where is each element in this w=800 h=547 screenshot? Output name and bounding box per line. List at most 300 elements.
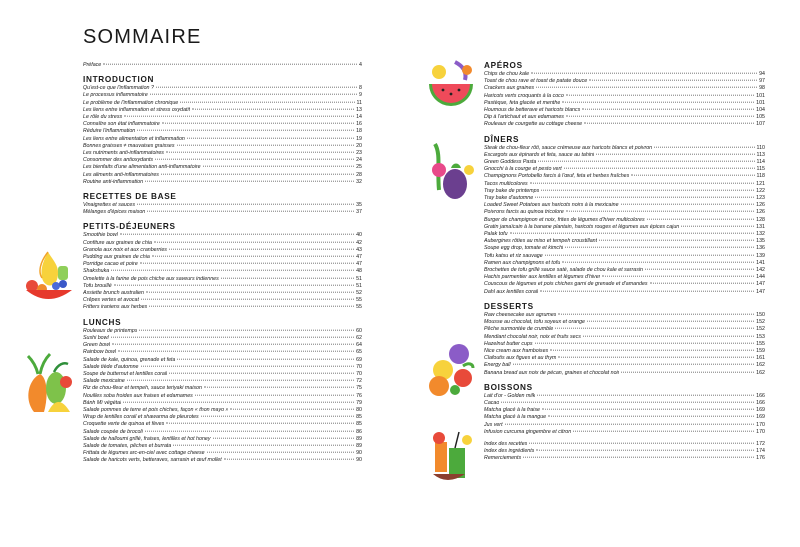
dot-leader <box>195 394 354 395</box>
toc-entry <box>83 414 362 421</box>
entry-title: Rouleaux de printemps <box>83 327 138 334</box>
entry-title: Les bienfaits d'une alimentation anti-inflammatoire <box>83 164 201 171</box>
page-number: 161 <box>756 355 765 362</box>
dot-leader <box>187 137 354 138</box>
page-number: 152 <box>756 326 765 333</box>
dot-leader <box>112 344 354 345</box>
page-number: 35 <box>356 202 362 209</box>
entry-title: Chips de chou kale <box>484 71 530 77</box>
dot-leader <box>566 211 754 212</box>
toc-entry <box>83 114 362 121</box>
entry-title: Qu'est-ce que l'inflammation ? <box>83 85 154 92</box>
toc-entry <box>83 179 362 186</box>
toc-entry <box>83 328 362 335</box>
page-number: 170 <box>756 428 765 435</box>
dot-leader <box>118 351 354 352</box>
entry-title: Matcha glacé à la fraise <box>484 407 540 414</box>
entry-title: Salade de haricots verts, betteraves, sarrasin et œuf mollet <box>83 457 222 464</box>
toc-entry <box>484 114 765 121</box>
page-number: 170 <box>756 421 765 428</box>
dot-leader <box>177 358 354 359</box>
toc-entry <box>83 62 362 69</box>
entry-title: Brochettes de tofu grillé sauce saté, salade de chou kale et sarrasin <box>484 267 643 274</box>
toc-entry <box>83 393 362 400</box>
entry-title: Routine anti-inflammation <box>83 178 144 185</box>
page-number: 123 <box>756 195 765 202</box>
dot-leader <box>565 247 754 248</box>
dot-leader <box>555 328 754 329</box>
page-number: 159 <box>756 347 765 354</box>
toc-entry <box>484 312 765 319</box>
section-heading: RECETTES DE BASE <box>83 192 177 202</box>
entry-title: Crêpes vertes et avocat <box>83 297 139 304</box>
page-number: 135 <box>756 238 765 245</box>
page-number: 114 <box>756 159 765 166</box>
entry-title: Préface <box>83 62 102 68</box>
dot-leader <box>111 337 354 338</box>
toc-entry <box>83 429 362 436</box>
entry-title: Les liens entre alimentation et inflammation <box>83 135 185 142</box>
page-number: 86 <box>356 428 362 435</box>
page-number: 131 <box>756 223 765 230</box>
dot-leader <box>139 329 354 330</box>
entry-title: Le rôle du stress <box>83 114 123 121</box>
dot-leader <box>573 430 754 431</box>
toc-entry <box>484 267 765 274</box>
toc-entry <box>83 457 362 464</box>
toc-entry <box>484 393 765 400</box>
entry-title: Nice cream aux framboises <box>484 347 549 354</box>
page-number: 32 <box>356 178 362 185</box>
toc-entry <box>83 240 362 247</box>
aperitif-watermelon-illustration <box>425 58 477 110</box>
toc-entry <box>484 362 765 369</box>
entry-title: Green bowl <box>83 342 111 349</box>
page-number: 19 <box>356 135 362 142</box>
entry-title: Omelette à la farine de pois chiche aux saveurs indiennes <box>83 275 219 282</box>
toc-entry <box>83 371 362 378</box>
page-number: 79 <box>356 399 362 406</box>
dot-leader <box>566 94 754 95</box>
page-number: 162 <box>756 362 765 369</box>
page-number: 23 <box>356 150 362 157</box>
dot-leader <box>582 109 754 110</box>
entry-title: Jus vert <box>484 421 503 428</box>
dot-leader <box>621 204 755 205</box>
page-number: 166 <box>756 399 765 406</box>
entry-title: Bánh Mì végétal <box>83 399 122 406</box>
dot-leader <box>566 116 754 117</box>
dot-leader <box>140 263 354 264</box>
dot-leader <box>120 234 354 235</box>
page-number: 47 <box>356 254 362 261</box>
dot-leader <box>681 226 754 227</box>
section-heading: APÉROS <box>484 61 523 70</box>
page-number: 172 <box>756 440 765 447</box>
dot-leader <box>149 306 354 307</box>
page-number: 104 <box>756 107 765 114</box>
page-number: 51 <box>356 282 362 289</box>
page-number: 126 <box>756 209 765 216</box>
page-number: 152 <box>756 319 765 326</box>
entry-title: Confiture aux graines de chia <box>83 239 152 246</box>
page-number: 52 <box>356 290 362 297</box>
dot-leader <box>583 335 754 336</box>
page-number: 40 <box>356 232 362 239</box>
dot-leader <box>558 357 754 358</box>
toc-entry <box>83 290 362 297</box>
page-number: 136 <box>756 245 765 252</box>
toc-entry <box>83 436 362 443</box>
page-number: 24 <box>356 157 362 164</box>
page-number: 110 <box>756 144 765 151</box>
dot-leader <box>173 445 354 446</box>
dot-leader <box>599 240 754 241</box>
toc-entry <box>484 231 765 238</box>
toc-entry <box>83 85 362 92</box>
toc-entry <box>484 253 765 260</box>
toc-entry <box>83 443 362 450</box>
entry-title: Ramen aux champignons et tofu <box>484 259 561 266</box>
toc-entry <box>484 429 765 436</box>
entry-title: Frittata de légumes arc-en-ciel avec cottage cheese <box>83 450 205 457</box>
toc-entry <box>484 355 765 362</box>
page-number: 14 <box>356 114 362 121</box>
toc-section <box>484 441 765 463</box>
dot-leader <box>123 401 354 402</box>
dot-leader <box>621 371 754 372</box>
entry-title: Dip à l'artichaut et aux edamames <box>484 114 564 121</box>
page-number: 65 <box>356 349 362 356</box>
entry-title: Sushi bowl <box>83 334 109 341</box>
toc-entry <box>83 150 362 157</box>
dot-leader <box>535 342 755 343</box>
toc-entry <box>484 93 765 100</box>
entry-title: Fritters iraniens aux herbes <box>83 304 148 311</box>
toc-entry <box>83 364 362 371</box>
dot-leader <box>650 283 755 284</box>
entry-title: Mendiant chocolat noir, noix et fruits secs <box>484 333 581 340</box>
page-number: 141 <box>756 259 765 266</box>
entry-title: Burger de champignon et noix, frites de légumes d'hiver multicolores <box>484 216 645 223</box>
dot-leader <box>513 364 755 365</box>
entry-title: Aubergines rôties au miso et tempeh croustillant <box>484 238 598 245</box>
dot-leader <box>230 409 354 410</box>
dot-leader <box>166 152 354 153</box>
toc-entry <box>83 400 362 407</box>
toc-entry <box>484 166 765 173</box>
entry-title: Haricots verts croquants à la coco <box>484 92 564 99</box>
toc-entry <box>484 85 765 92</box>
toc-entry <box>83 357 362 364</box>
toc-entry <box>83 297 362 304</box>
dot-leader <box>137 130 354 131</box>
dot-leader <box>530 182 754 183</box>
dot-leader <box>631 175 754 176</box>
toc-entry <box>484 326 765 333</box>
dot-leader <box>562 102 754 103</box>
page-number: 147 <box>756 288 765 295</box>
section-heading: PETITS-DÉJEUNERS <box>83 222 176 232</box>
entry-title: Toast de chou rave et toast de patate douce <box>484 78 588 85</box>
toc-entry <box>83 268 362 275</box>
toc-entry <box>83 378 362 385</box>
page-number: 51 <box>356 275 362 282</box>
page-number: 115 <box>756 166 765 173</box>
section-heading: DÎNERS <box>484 134 520 144</box>
entry-title: Les liens entre inflammation et stress oxydatif <box>83 106 191 113</box>
page-number: 176 <box>756 455 765 462</box>
toc-entry <box>83 164 362 171</box>
entry-title: Réduire l'inflammation <box>83 128 136 135</box>
entry-title: Mélanges d'épices maison <box>83 209 146 216</box>
page-number: 72 <box>356 378 362 385</box>
toc-entry <box>484 422 765 429</box>
toc-entry <box>484 107 765 114</box>
page-number: 139 <box>756 252 765 259</box>
dot-leader <box>584 123 754 124</box>
dot-leader <box>137 204 354 205</box>
toc-entry <box>484 209 765 216</box>
entry-title: Shakshuka <box>83 268 110 275</box>
entry-title: Index des recettes <box>484 440 528 447</box>
dot-leader <box>147 211 354 212</box>
toc-entry <box>83 335 362 342</box>
toc-entry <box>83 304 362 311</box>
dot-leader <box>127 380 354 381</box>
toc-entry <box>83 209 362 216</box>
dot-leader <box>540 290 754 291</box>
dot-leader <box>564 168 755 169</box>
entry-title: Porridge cacao et poire <box>83 261 138 268</box>
toc-entry <box>484 202 765 209</box>
entry-title: Smoothie bowl <box>83 232 118 239</box>
dinner-vegetables-illustration <box>425 140 477 202</box>
toc-entry <box>484 121 765 128</box>
dot-leader <box>103 64 357 65</box>
page-number: 48 <box>356 268 362 275</box>
toc-entry <box>83 261 362 268</box>
page-number: 8 <box>359 85 362 92</box>
entry-title: Clafoutis aux figues et au thym <box>484 355 557 362</box>
page-number: 89 <box>356 442 362 449</box>
toc-entry <box>484 448 765 455</box>
dot-leader <box>501 402 754 403</box>
toc-entry <box>484 145 765 152</box>
entry-title: Champignons Portobello farcis à l'œuf, feta et herbes fraîches <box>484 173 630 180</box>
dot-leader <box>146 292 354 293</box>
dot-leader <box>587 321 754 322</box>
page-number: 174 <box>756 448 765 455</box>
dot-leader <box>541 190 754 191</box>
entry-title: Mousse au chocolat, tofu soyeux et orange <box>484 319 585 326</box>
entry-title: Les aliments anti-inflammatoires <box>83 171 159 178</box>
entry-title: Raw cheesecake aux agrumes <box>484 311 557 318</box>
entry-title: Riz de chou-fleur et tempeh, sauce teriyaki maison <box>83 385 202 392</box>
dot-leader <box>596 154 754 155</box>
toc-section-aperos <box>484 60 765 129</box>
entry-title: Crackers aux graines <box>484 85 535 92</box>
entry-title: Lait d'or - Golden milk <box>484 392 536 399</box>
dot-leader <box>111 270 354 271</box>
toc-entry <box>83 349 362 356</box>
toc-entry <box>484 188 765 195</box>
entry-title: Consommer des antioxydants <box>83 157 154 164</box>
page-number: 132 <box>756 231 765 238</box>
dot-leader <box>204 387 354 388</box>
breakfast-fruit-illustration <box>18 248 80 306</box>
dot-leader <box>162 123 354 124</box>
page-number: 94 <box>759 71 765 77</box>
entry-title: Escargots aux épinards et feta, sauce au tahini <box>484 151 595 158</box>
dot-leader <box>510 233 755 234</box>
entry-title: Salade de tomates, pêches et burrata <box>83 442 172 449</box>
entry-title: Connaître son état inflammatoire <box>83 121 160 128</box>
page-number: 64 <box>356 342 362 349</box>
toc-section-desserts <box>484 301 765 377</box>
entry-title: Poivrons farcis au quinoa tricolore <box>484 209 564 216</box>
entry-title: Le problème de l'inflammation chronique <box>83 99 179 106</box>
toc-entry <box>83 121 362 128</box>
entry-title: Tray bake d'automne <box>484 195 534 202</box>
dot-leader <box>145 430 354 431</box>
dot-leader <box>180 101 354 102</box>
dot-leader <box>169 373 354 374</box>
toc-entry <box>83 136 362 143</box>
toc-entry <box>484 238 765 245</box>
toc-section-diners <box>484 134 765 296</box>
page-number: 37 <box>356 209 362 216</box>
toc-entry <box>83 128 362 135</box>
toc-entry <box>484 217 765 224</box>
dot-leader <box>207 452 354 453</box>
dessert-fruit-illustration <box>425 340 477 398</box>
toc-entry <box>484 281 765 288</box>
dot-leader <box>558 314 754 315</box>
page-number: 90 <box>356 450 362 457</box>
dot-leader <box>523 457 754 458</box>
page-number: 28 <box>356 171 362 178</box>
toc-entry <box>83 100 362 107</box>
dot-leader <box>224 459 354 460</box>
entry-title: Tray bake de printemps <box>484 187 540 194</box>
page-number: 90 <box>356 457 362 464</box>
page-number: 4 <box>359 62 362 68</box>
page-number: 18 <box>356 128 362 135</box>
page-number: 169 <box>756 414 765 421</box>
dot-leader <box>535 197 754 198</box>
page-number: 144 <box>756 274 765 281</box>
page-number: 162 <box>756 369 765 376</box>
entry-title: Salade mexicaine <box>83 378 125 385</box>
dot-leader <box>531 73 757 74</box>
toc-entry <box>484 152 765 159</box>
dot-leader <box>536 87 757 88</box>
page-number: 60 <box>356 327 362 334</box>
page-number: 118 <box>756 173 765 180</box>
entry-title: Steak de chou-fleur rôti, sauce crémeuse aux haricots blancs et poivron <box>484 144 653 151</box>
dot-leader <box>602 276 754 277</box>
toc-entry <box>484 245 765 252</box>
page-number: 150 <box>756 311 765 318</box>
toc-entry <box>83 107 362 114</box>
page-number: 155 <box>756 340 765 347</box>
page-number: 147 <box>756 281 765 288</box>
entry-title: Salade coupée de brocoli <box>83 428 143 435</box>
toc-right-column <box>484 60 765 463</box>
entry-title: Soupe de butternut et lentilles corail <box>83 370 168 377</box>
page-number: 80 <box>356 406 362 413</box>
toc-section-introduction <box>83 74 362 186</box>
entry-title: Salade tiède d'automne <box>83 363 139 370</box>
toc-entry <box>484 414 765 421</box>
entry-title: Pêche surmontée de crumble <box>484 326 554 333</box>
page-number: 166 <box>756 392 765 399</box>
page-number: 113 <box>756 151 765 158</box>
drinks-illustration <box>425 428 477 486</box>
page-number: 11 <box>356 99 362 106</box>
toc-entry <box>83 283 362 290</box>
page-number: 107 <box>756 121 765 128</box>
page-number: 62 <box>356 334 362 341</box>
toc-entry <box>83 407 362 414</box>
entry-title: Salade de halloumi grillé, fraises, lentilles et hot honey <box>83 435 211 442</box>
page-number: 75 <box>356 385 362 392</box>
entry-title: Couscous de légumes et pois chiches garni de grenade et d'amandes <box>484 281 648 288</box>
dot-leader <box>141 365 355 366</box>
page-number: 128 <box>756 216 765 223</box>
toc-entry <box>83 421 362 428</box>
page-number: 101 <box>756 92 765 99</box>
page-number: 42 <box>356 239 362 246</box>
dot-leader <box>213 437 355 438</box>
dot-leader <box>154 241 354 242</box>
toc-entry <box>484 274 765 281</box>
toc-entry <box>83 254 362 261</box>
toc-entry <box>83 202 362 209</box>
entry-title: Salade de kale, quinoa, grenade et feta <box>83 356 176 363</box>
entry-title: Pastèque, feta glacée et menthe <box>484 99 561 106</box>
page-number: 55 <box>356 304 362 311</box>
toc-entry <box>484 195 765 202</box>
dot-leader <box>654 146 754 147</box>
page-number: 105 <box>756 114 765 121</box>
toc-entry <box>484 289 765 296</box>
toc-entry <box>484 455 765 462</box>
dot-leader <box>166 423 354 424</box>
toc-entry <box>484 100 765 107</box>
dot-leader <box>114 285 354 286</box>
toc-entry <box>83 157 362 164</box>
toc-entry <box>484 319 765 326</box>
toc-entry <box>484 348 765 355</box>
toc-entry <box>83 172 362 179</box>
dot-leader <box>545 254 754 255</box>
dot-leader <box>647 218 755 219</box>
page-number: 25 <box>356 164 362 171</box>
toc-entry <box>484 224 765 231</box>
entry-title: Palak tofu <box>484 231 508 238</box>
entry-title: Bonnes graisses ≠ mauvaises graisses <box>83 142 175 149</box>
page-number: 76 <box>356 392 362 399</box>
entry-title: Remerciements <box>484 455 522 462</box>
dot-leader <box>536 450 754 451</box>
page-number: 169 <box>756 407 765 414</box>
dot-leader <box>550 350 754 351</box>
dot-leader <box>150 94 357 95</box>
entry-title: Les nutriments anti-inflammatoires <box>83 150 164 157</box>
toc-entry <box>484 181 765 188</box>
